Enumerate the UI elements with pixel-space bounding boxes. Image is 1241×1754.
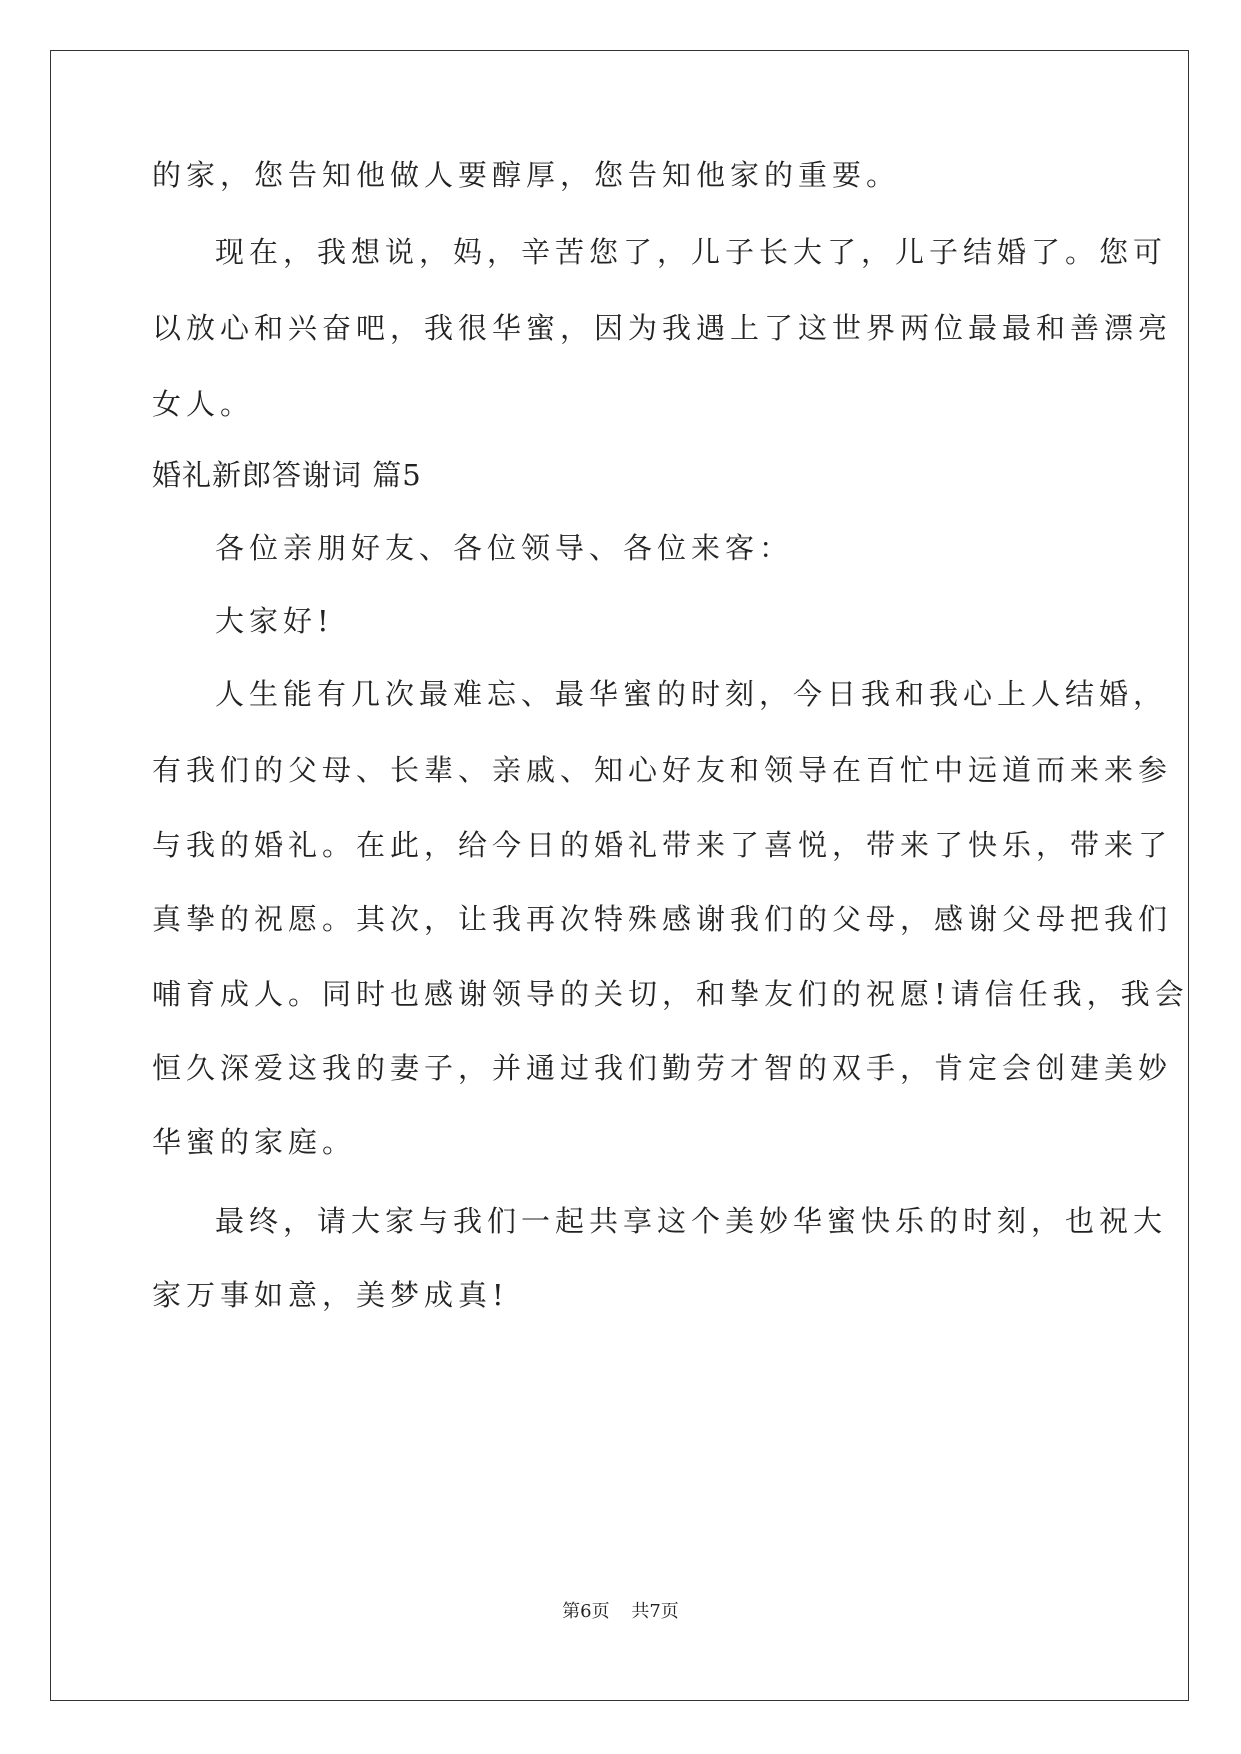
page-number-total: 共7页 xyxy=(631,1601,679,1622)
paragraph-line: 真挚的祝愿。其次，让我再次特殊感谢我们的父母，感谢父母把我们 xyxy=(152,902,1173,936)
paragraph-line: 各位亲朋好友、各位领导、各位来客： xyxy=(215,531,794,565)
paragraph-line: 的家，您告知他做人要醇厚，您告知他家的重要。 xyxy=(152,158,901,192)
paragraph-line: 现在，我想说，妈，辛苦您了，儿子长大了，儿子结婚了。您可 xyxy=(215,235,1168,269)
paragraph-line: 有我们的父母、长辈、亲戚、知心好友和领导在百忙中远道而来来参 xyxy=(152,753,1173,787)
paragraph-line: 与我的婚礼。在此，给今日的婚礼带来了喜悦，带来了快乐，带来了 xyxy=(152,828,1173,862)
paragraph-line: 家万事如意，美梦成真! xyxy=(152,1278,509,1312)
page-number-current: 第6页 xyxy=(562,1601,610,1622)
paragraph-line: 以放心和兴奋吧，我很华蜜，因为我遇上了这世界两位最最和善漂亮 xyxy=(152,311,1173,345)
paragraph-line: 女人。 xyxy=(152,387,255,421)
page-footer xyxy=(0,1600,1241,1624)
section-heading: 婚礼新郎答谢词 篇5 xyxy=(152,458,422,492)
paragraph-line: 人生能有几次最难忘、最华蜜的时刻，今日我和我心上人结婚， xyxy=(215,677,1168,711)
paragraph-line: 大家好! xyxy=(215,604,334,638)
paragraph-line: 哺育成人。同时也感谢领导的关切，和挚友们的祝愿!请信任我，我会 xyxy=(152,977,1189,1011)
paragraph-line: 恒久深爱这我的妻子，并通过我们勤劳才智的双手，肯定会创建美妙 xyxy=(152,1051,1173,1085)
paragraph-line: 华蜜的家庭。 xyxy=(152,1125,357,1159)
paragraph-line: 最终，请大家与我们一起共享这个美妙华蜜快乐的时刻，也祝大 xyxy=(215,1204,1168,1238)
page-border xyxy=(50,50,1189,1701)
